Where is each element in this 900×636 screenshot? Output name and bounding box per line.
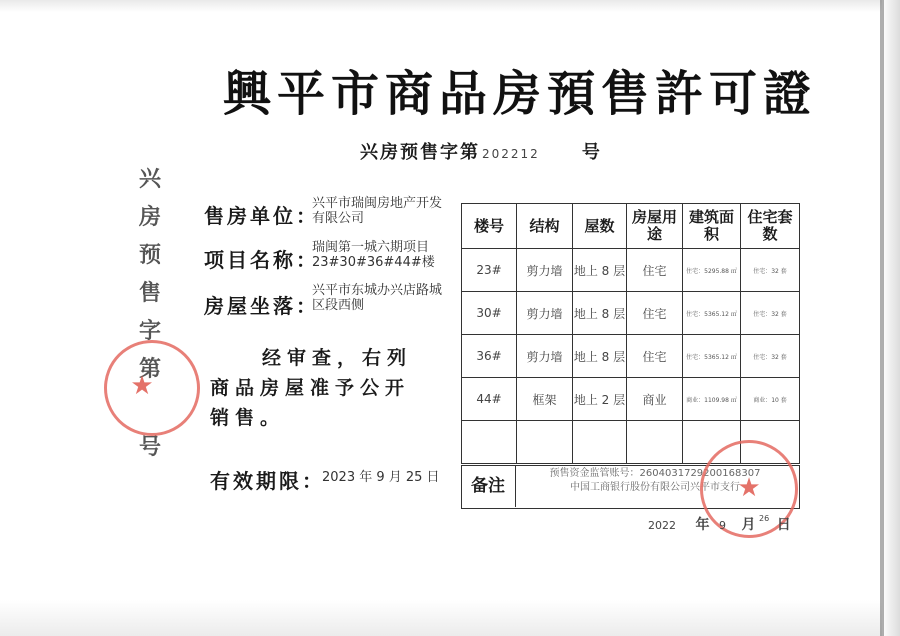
- cell-units: 住宅：32 套: [741, 249, 800, 292]
- cell-units: 住宅：32 套: [741, 335, 800, 378]
- side-char: 第: [138, 356, 161, 382]
- header-structure: 结构: [517, 204, 573, 249]
- certificate-subtitle: [360, 138, 602, 164]
- side-char: 号: [138, 434, 161, 460]
- side-char: 售: [138, 280, 161, 306]
- left-official-seal: [104, 340, 200, 436]
- project-value: 瑞闽第一城六期项目23#30#36#44#楼: [312, 240, 435, 270]
- remark-account: 预售资金监管账号：2604031729200168307: [549, 468, 761, 479]
- cell-floors: 地上 8 层: [573, 335, 627, 378]
- cell-units: 住宅：32 套: [741, 292, 800, 335]
- header-building-no: 楼号: [462, 204, 517, 249]
- side-char: 预: [138, 242, 161, 268]
- cell-structure: 剪力墙: [517, 292, 573, 335]
- table-header-row: [462, 204, 800, 249]
- remark-label: 备注: [461, 465, 516, 507]
- issue-month-unit: 月: [741, 517, 756, 533]
- certificate-title: 興平市商品房預售許可證: [222, 66, 817, 122]
- seller-value: 兴平市瑞闽房地产开发有限公司: [312, 196, 443, 226]
- subtitle-suffix: 号: [581, 142, 602, 163]
- cell-structure: 剪力墙: [517, 335, 573, 378]
- remark-bank: 中国工商银行股份有限公司兴平市支行: [570, 482, 740, 493]
- cell-area: 商业：1109.98 ㎡: [683, 378, 741, 421]
- cell-area: 住宅：5365.12 ㎡: [683, 335, 741, 378]
- issue-day-unit: 日: [776, 517, 791, 533]
- issue-year-unit: 年: [695, 517, 710, 533]
- location-label: 房屋坐落：: [204, 294, 319, 318]
- side-char: 兴: [138, 166, 161, 192]
- table-row: [462, 292, 800, 335]
- validity-value: 2023 年 9 月 25 日: [322, 470, 440, 485]
- cell-usage: 住宅: [627, 335, 683, 378]
- table-row: [462, 378, 800, 421]
- cell-floors: 地上 2 层: [573, 378, 627, 421]
- cell-empty: [462, 421, 517, 464]
- cell-structure: 剪力墙: [517, 249, 573, 292]
- cell-building-no: 30#: [462, 292, 517, 335]
- header-units: 住宅套数: [741, 204, 800, 249]
- issue-month: 9: [719, 519, 726, 532]
- cell-structure: 框架: [517, 378, 573, 421]
- cell-floors: 地上 8 层: [573, 249, 627, 292]
- cell-area: 住宅：5295.88 ㎡: [683, 249, 741, 292]
- cell-usage: 住宅: [627, 292, 683, 335]
- scan-edge-bottom: [0, 600, 900, 636]
- cell-building-no: 44#: [462, 378, 517, 421]
- cell-building-no: 23#: [462, 249, 517, 292]
- issue-year: 2022: [648, 519, 676, 532]
- side-char: 房: [138, 204, 161, 230]
- building-spec-table: [461, 203, 800, 464]
- seal-star-icon: ★: [737, 473, 761, 503]
- location-value: 兴平市东城办兴店路城区段西侧: [312, 283, 443, 313]
- table-row: [462, 249, 800, 292]
- cell-building-no: 36#: [462, 335, 517, 378]
- cell-usage: 住宅: [627, 249, 683, 292]
- subtitle-prefix: 兴房预售字第: [360, 142, 480, 163]
- scan-edge-top: [0, 0, 900, 12]
- cell-units: 商业：10 套: [741, 378, 800, 421]
- cell-empty: [573, 421, 627, 464]
- header-area: 建筑面积: [683, 204, 741, 249]
- cell-empty: [627, 421, 683, 464]
- issue-day: 26: [759, 514, 770, 523]
- cell-floors: 地上 8 层: [573, 292, 627, 335]
- seal-star-icon: ★: [130, 371, 154, 401]
- seller-label: 售房单位：: [204, 204, 319, 228]
- table-row: [462, 335, 800, 378]
- approval-line-1: 经审查，右列: [262, 347, 413, 369]
- side-char: 字: [138, 318, 161, 344]
- approval-line-3: 销售。: [210, 407, 286, 429]
- permit-number: 202212: [482, 147, 540, 161]
- validity-label: 有效期限：: [210, 469, 325, 493]
- header-floors: 屋数: [573, 204, 627, 249]
- issue-date: [648, 514, 791, 534]
- cell-area: 住宅：5365.12 ㎡: [683, 292, 741, 335]
- cell-empty: [517, 421, 573, 464]
- cell-usage: 商业: [627, 378, 683, 421]
- header-usage: 房屋用途: [627, 204, 683, 249]
- project-label: 项目名称：: [204, 248, 319, 272]
- approval-line-2: 商品房屋准予公开: [210, 377, 411, 399]
